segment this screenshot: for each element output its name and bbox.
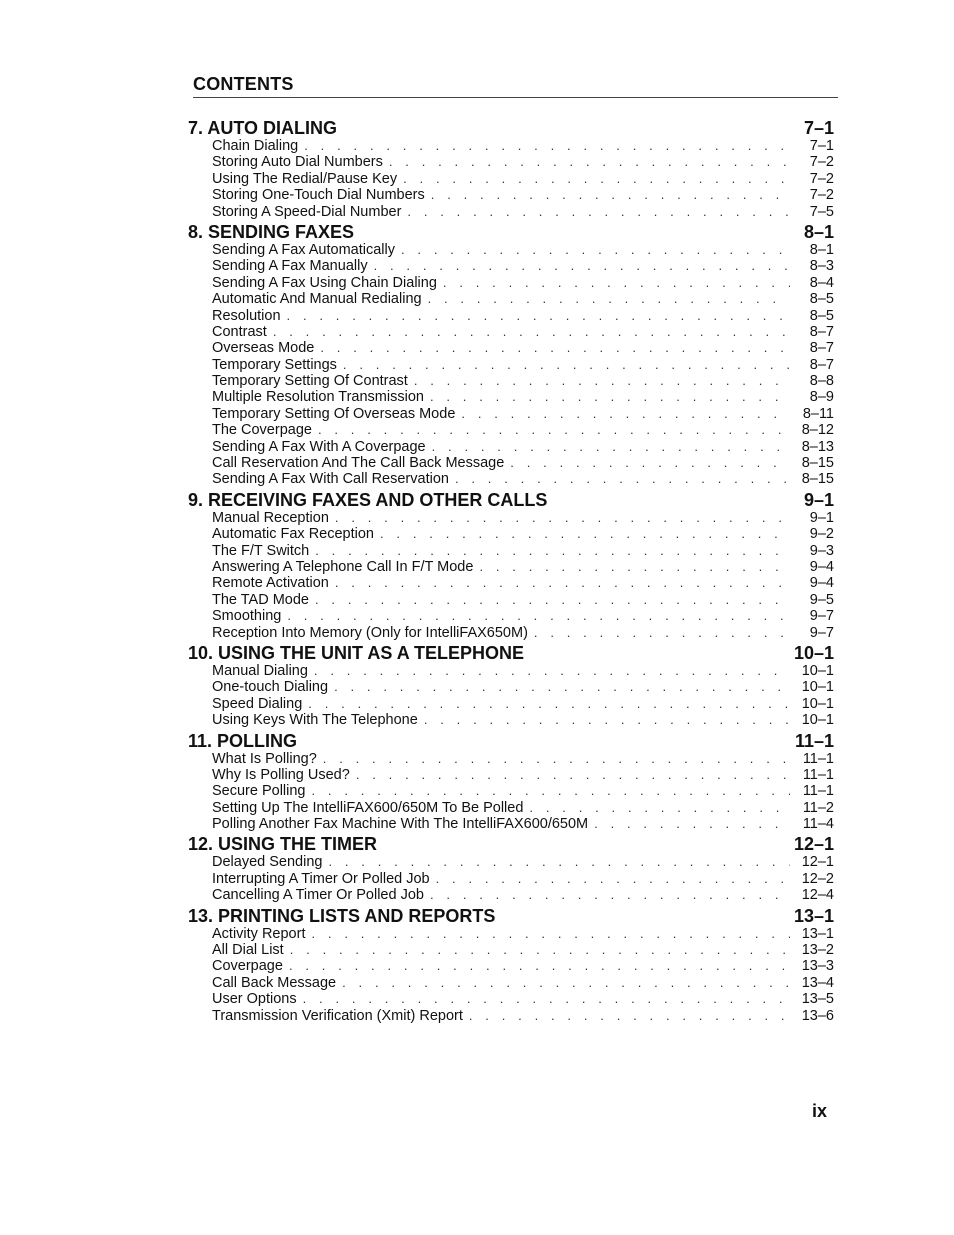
entry-title: All Dial List	[212, 942, 284, 959]
entry-page: 8–5	[809, 291, 834, 308]
entry-page: 9–2	[809, 526, 834, 543]
dot-leader	[594, 816, 790, 832]
dot-leader	[308, 696, 790, 712]
chapter-heading	[188, 730, 834, 751]
entry-page: 7–5	[809, 203, 834, 220]
entry-page: 7–2	[809, 170, 834, 187]
entry-title: Reception Into Memory (Only for IntelliFAX650M)	[212, 624, 528, 641]
entry-page: 11–2	[802, 799, 834, 816]
entry-title: Overseas Mode	[212, 340, 315, 357]
dot-leader	[342, 975, 790, 991]
toc-entry	[188, 942, 834, 958]
dot-leader	[407, 204, 790, 220]
entry-page: 11–1	[802, 750, 834, 767]
entry-page: 9–5	[809, 591, 834, 608]
toc-chapter	[188, 833, 834, 903]
toc-entry	[188, 204, 834, 220]
entry-title: Using The Redial/Pause Key	[212, 170, 398, 187]
entry-page: 8–1	[809, 241, 834, 258]
dot-leader	[311, 926, 790, 942]
entry-page: 8–13	[801, 438, 834, 455]
entry-title: Coverpage	[212, 958, 283, 975]
dot-leader	[312, 783, 791, 799]
dot-leader	[529, 800, 790, 816]
toc-entry	[188, 854, 834, 870]
toc-entry	[188, 340, 834, 356]
toc-entry	[188, 406, 834, 422]
entry-page: 7–1	[809, 138, 834, 154]
dot-leader	[318, 422, 790, 438]
toc-entry	[188, 767, 834, 783]
dot-leader	[287, 308, 790, 324]
entry-title: Storing One-Touch Dial Numbers	[212, 187, 425, 204]
toc-entry	[188, 187, 834, 203]
dot-leader	[273, 324, 790, 340]
dot-leader	[443, 275, 790, 291]
entry-page: 8–7	[809, 356, 834, 373]
entry-title: Cancelling A Timer Or Polled Job	[212, 887, 424, 904]
chapter-title: 12. USING THE TIMER	[188, 834, 378, 855]
entry-page: 12–2	[801, 870, 834, 887]
dot-leader	[356, 767, 790, 783]
entry-page: 8–3	[809, 258, 834, 275]
dot-leader	[430, 887, 790, 903]
toc-entry	[188, 991, 834, 1007]
toc-chapter	[188, 905, 834, 1024]
chapter-heading	[188, 833, 834, 854]
entry-title: Sending A Fax With Call Reservation	[212, 471, 449, 488]
entry-title: Remote Activation	[212, 575, 329, 592]
dot-leader	[455, 471, 790, 487]
toc-entry	[188, 926, 834, 942]
entry-page: 8–4	[809, 274, 834, 291]
dot-leader	[323, 751, 790, 767]
entry-page: 13–2	[801, 942, 834, 959]
dot-leader	[334, 679, 790, 695]
entry-title: Activity Report	[212, 925, 306, 942]
chapter-page: 13–1	[793, 905, 834, 926]
page-title: CONTENTS	[193, 74, 294, 94]
dot-leader	[303, 991, 790, 1007]
entry-title: Contrast	[212, 323, 267, 340]
page-header	[193, 74, 838, 98]
toc-chapter	[188, 489, 834, 641]
entry-title: Automatic And Manual Redialing	[212, 291, 422, 308]
chapter-title: 11. POLLING	[188, 730, 298, 751]
chapter-title: 7. AUTO DIALING	[188, 118, 338, 138]
entry-title: Speed Dialing	[212, 695, 303, 712]
dot-leader	[436, 871, 790, 887]
entry-page: 12–1	[801, 854, 834, 871]
entry-title: Multiple Resolution Transmission	[212, 389, 424, 406]
toc-entry	[188, 357, 834, 373]
chapter-title: 13. PRINTING LISTS AND REPORTS	[188, 905, 496, 926]
toc-entry	[188, 373, 834, 389]
entry-title: Temporary Setting Of Overseas Mode	[212, 405, 456, 422]
dot-leader	[414, 373, 790, 389]
entry-title: Setting Up The IntelliFAX600/650M To Be Polled	[212, 799, 524, 816]
toc-entry	[188, 455, 834, 471]
entry-title: Delayed Sending	[212, 854, 323, 871]
entry-title: The Coverpage	[212, 422, 312, 439]
toc-entry	[188, 816, 834, 832]
dot-leader	[304, 138, 790, 154]
entry-title: Call Reservation And The Call Back Message	[212, 455, 505, 472]
toc-entry	[188, 543, 834, 559]
toc-entry	[188, 242, 834, 258]
toc-entry	[188, 138, 834, 154]
entry-title: Transmission Verification (Xmit) Report	[212, 1007, 463, 1024]
dot-leader	[380, 526, 790, 542]
dot-leader	[432, 439, 790, 455]
dot-leader	[461, 406, 790, 422]
chapter-page: 12–1	[793, 834, 834, 855]
toc-entry	[188, 559, 834, 575]
dot-leader	[315, 592, 790, 608]
entry-page: 12–4	[801, 887, 834, 904]
entry-title: Resolution	[212, 307, 281, 324]
entry-title: Interrupting A Timer Or Polled Job	[212, 870, 430, 887]
chapter-heading	[188, 117, 834, 138]
entry-title: Manual Dialing	[212, 662, 308, 679]
entry-page: 10–1	[801, 695, 834, 712]
entry-page: 13–1	[801, 925, 834, 942]
entry-title: The F/T Switch	[212, 542, 310, 559]
entry-title: Chain Dialing	[212, 138, 299, 154]
toc-entry	[188, 258, 834, 274]
chapter-title: 10. USING THE UNIT AS A TELEPHONE	[188, 642, 525, 663]
entry-page: 11–1	[802, 783, 834, 800]
toc-chapter	[188, 117, 834, 220]
dot-leader	[335, 575, 790, 591]
toc-entry	[188, 712, 834, 728]
entry-page: 7–2	[809, 187, 834, 204]
entry-page: 9–7	[809, 624, 834, 641]
entry-title: Sending A Fax Manually	[212, 258, 368, 275]
entry-page: 9–4	[809, 575, 834, 592]
entry-page: 8–11	[802, 405, 834, 422]
entry-title: Call Back Message	[212, 974, 337, 991]
toc-entry	[188, 871, 834, 887]
entry-title: What Is Polling?	[212, 750, 317, 767]
dot-leader	[320, 340, 790, 356]
entry-page: 9–1	[809, 509, 834, 526]
dot-leader	[403, 171, 790, 187]
toc-entry	[188, 592, 834, 608]
chapter-page: 9–1	[803, 489, 834, 510]
entry-page: 11–4	[802, 816, 834, 833]
entry-title: The TAD Mode	[212, 591, 309, 608]
toc-entry	[188, 696, 834, 712]
toc-entry	[188, 783, 834, 799]
entry-page: 8–9	[809, 389, 834, 406]
dot-leader	[534, 625, 790, 641]
dot-leader	[343, 357, 790, 373]
toc-entry	[188, 422, 834, 438]
dot-leader	[431, 187, 790, 203]
toc-entry	[188, 958, 834, 974]
chapter-page: 8–1	[803, 221, 834, 242]
dot-leader	[335, 510, 790, 526]
entry-title: Sending A Fax With A Coverpage	[212, 438, 426, 455]
toc-entry	[188, 608, 834, 624]
dot-leader	[469, 1008, 790, 1024]
entry-title: Using Keys With The Telephone	[212, 712, 418, 729]
page-number: ix	[812, 1101, 828, 1121]
entry-page: 8–7	[809, 323, 834, 340]
entry-title: User Options	[212, 991, 297, 1008]
chapter-page: 7–1	[803, 118, 834, 138]
dot-leader	[374, 258, 790, 274]
entry-page: 10–1	[801, 712, 834, 729]
toc-entry	[188, 324, 834, 340]
entry-title: Manual Reception	[212, 509, 329, 526]
entry-title: Smoothing	[212, 608, 282, 625]
toc-entry	[188, 171, 834, 187]
entry-page: 13–6	[801, 1007, 834, 1024]
entry-page: 13–4	[801, 974, 834, 991]
dot-leader	[479, 559, 790, 575]
toc-entry	[188, 975, 834, 991]
dot-leader	[430, 389, 790, 405]
entry-page: 13–5	[801, 991, 834, 1008]
toc-entry	[188, 575, 834, 591]
toc-entry	[188, 625, 834, 641]
chapter-heading	[188, 905, 834, 926]
entry-page: 8–15	[801, 455, 834, 472]
chapter-heading	[188, 489, 834, 510]
dot-leader	[315, 543, 790, 559]
chapter-title: 8. SENDING FAXES	[188, 221, 355, 242]
toc-entry	[188, 526, 834, 542]
chapter-heading	[188, 221, 834, 242]
toc-entry	[188, 439, 834, 455]
dot-leader	[428, 291, 790, 307]
toc-entry	[188, 663, 834, 679]
entry-page: 9–4	[809, 558, 834, 575]
entry-title: Temporary Setting Of Contrast	[212, 373, 408, 390]
toc-chapter	[188, 221, 834, 488]
chapter-page: 10–1	[793, 642, 834, 663]
entry-page: 11–1	[802, 766, 834, 783]
entry-page: 8–8	[809, 373, 834, 390]
toc-entry	[188, 800, 834, 816]
entry-title: One-touch Dialing	[212, 679, 329, 696]
toc-entry	[188, 510, 834, 526]
dot-leader	[314, 663, 790, 679]
entry-page: 8–12	[801, 422, 834, 439]
entry-title: Sending A Fax Using Chain Dialing	[212, 274, 437, 291]
entry-page: 8–7	[809, 340, 834, 357]
toc-entry	[188, 308, 834, 324]
table-of-contents	[188, 116, 834, 1024]
dot-leader	[287, 608, 790, 624]
entry-page: 10–1	[801, 662, 834, 679]
entry-title: Sending A Fax Automatically	[212, 241, 395, 258]
dot-leader	[424, 712, 790, 728]
entry-page: 10–1	[801, 679, 834, 696]
toc-entry	[188, 154, 834, 170]
toc-entry	[188, 751, 834, 767]
entry-title: Polling Another Fax Machine With The IntelliFAX600/650M	[212, 816, 589, 833]
toc-entry	[188, 679, 834, 695]
dot-leader	[401, 242, 790, 258]
entry-title: Temporary Settings	[212, 356, 337, 373]
entry-title: Answering A Telephone Call In F/T Mode	[212, 558, 474, 575]
dot-leader	[389, 154, 790, 170]
toc-chapter	[188, 730, 834, 833]
entry-page: 9–7	[809, 608, 834, 625]
entry-title: Storing A Speed-Dial Number	[212, 203, 402, 220]
toc-chapter	[188, 642, 834, 729]
entry-page: 9–3	[809, 542, 834, 559]
chapter-page: 11–1	[794, 730, 834, 751]
dot-leader	[510, 455, 790, 471]
chapter-heading	[188, 642, 834, 663]
entry-page: 8–15	[801, 471, 834, 488]
toc-entry	[188, 291, 834, 307]
entry-title: Why Is Polling Used?	[212, 766, 350, 783]
toc-entry	[188, 1008, 834, 1024]
dot-leader	[290, 942, 790, 958]
chapter-title: 9. RECEIVING FAXES AND OTHER CALLS	[188, 489, 548, 510]
toc-entry	[188, 471, 834, 487]
toc-entry	[188, 887, 834, 903]
entry-page: 8–5	[809, 307, 834, 324]
entry-page: 13–3	[801, 958, 834, 975]
toc-entry	[188, 275, 834, 291]
entry-page: 7–2	[809, 154, 834, 171]
entry-title: Automatic Fax Reception	[212, 526, 374, 543]
toc-entry	[188, 389, 834, 405]
entry-title: Secure Polling	[212, 783, 306, 800]
entry-title: Storing Auto Dial Numbers	[212, 154, 383, 171]
dot-leader	[289, 958, 790, 974]
dot-leader	[328, 854, 790, 870]
